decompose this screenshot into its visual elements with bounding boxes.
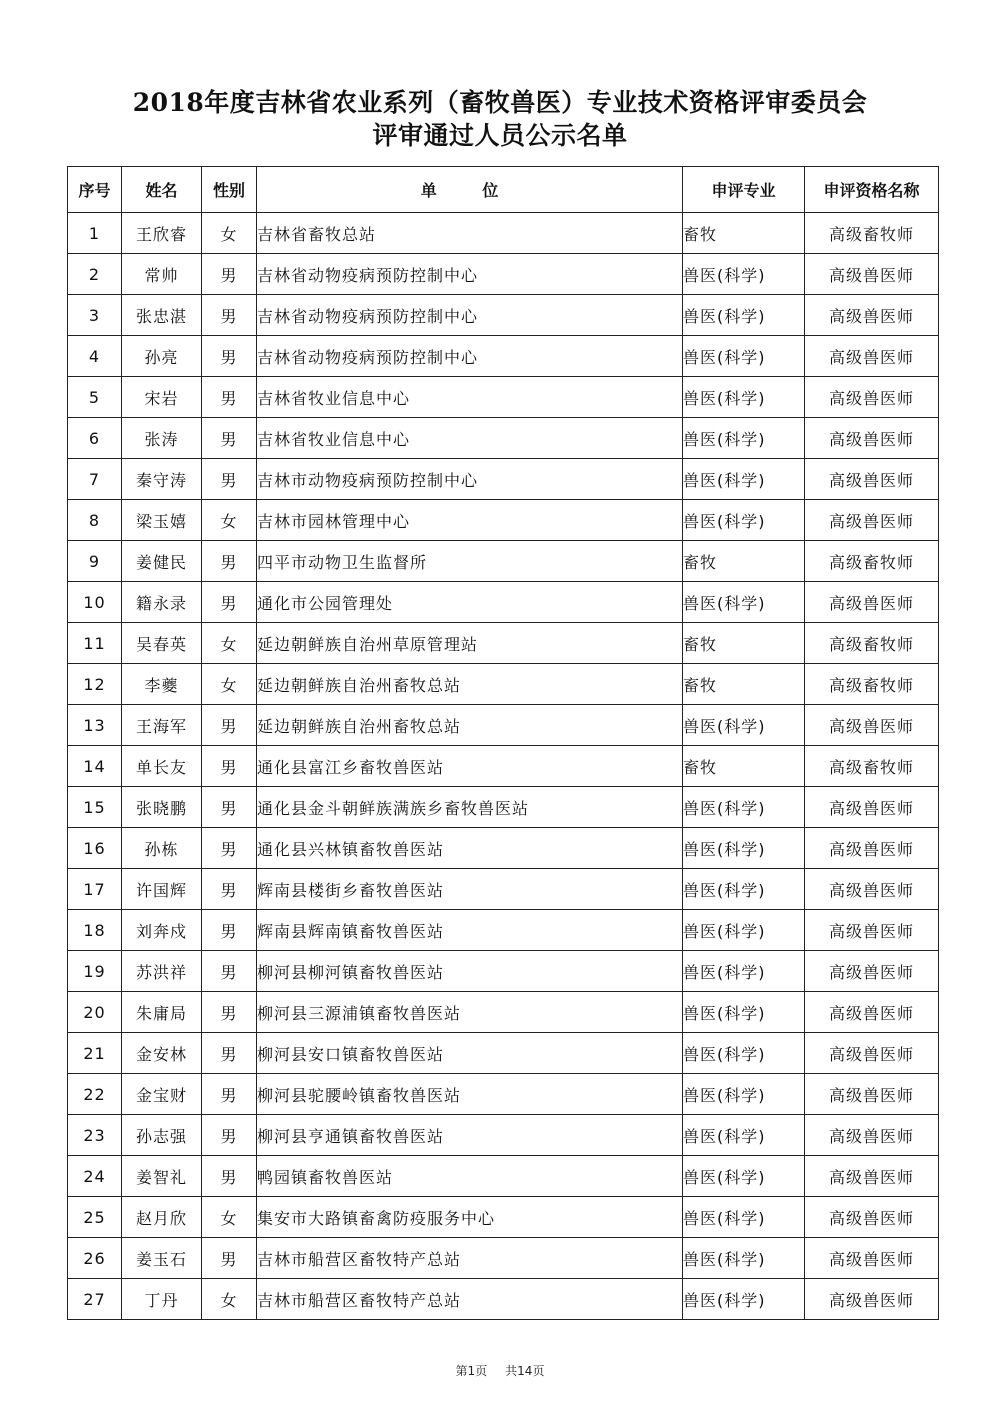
cell-name: 张忠湛 (122, 295, 202, 336)
table-row (68, 582, 939, 623)
table-row (68, 1156, 939, 1197)
cell-major: 兽医(科学) (683, 869, 805, 910)
cell-serial-number: 6 (68, 418, 122, 459)
cell-qualification: 高级畜牧师 (805, 541, 939, 582)
cell-major: 兽医(科学) (683, 705, 805, 746)
table-row (68, 746, 939, 787)
cell-qualification: 高级兽医师 (805, 910, 939, 951)
cell-qualification: 高级兽医师 (805, 869, 939, 910)
cell-qualification: 高级兽医师 (805, 992, 939, 1033)
table-row (68, 828, 939, 869)
document-title-line-1: 2018年度吉林省农业系列（畜牧兽医）专业技术资格评审委员会 (132, 88, 868, 117)
cell-name: 吴春英 (122, 623, 202, 664)
cell-name: 丁丹 (122, 1279, 202, 1320)
cell-serial-number: 10 (68, 582, 122, 623)
cell-unit: 吉林省动物疫病预防控制中心 (257, 254, 683, 295)
cell-name: 常帅 (122, 254, 202, 295)
cell-major: 兽医(科学) (683, 910, 805, 951)
cell-major: 兽医(科学) (683, 1074, 805, 1115)
cell-unit: 吉林省牧业信息中心 (257, 418, 683, 459)
table-row (68, 459, 939, 500)
cell-major: 兽医(科学) (683, 1238, 805, 1279)
cell-name: 秦守涛 (122, 459, 202, 500)
cell-name: 苏洪祥 (122, 951, 202, 992)
cell-unit: 延边朝鲜族自治州畜牧总站 (257, 664, 683, 705)
table-row (68, 1238, 939, 1279)
cell-name: 许国辉 (122, 869, 202, 910)
cell-sex: 男 (202, 541, 257, 582)
cell-unit: 吉林市动物疫病预防控制中心 (257, 459, 683, 500)
cell-sex: 女 (202, 500, 257, 541)
cell-name: 张晓鹏 (122, 787, 202, 828)
cell-serial-number: 22 (68, 1074, 122, 1115)
table-row (68, 213, 939, 254)
table-row (68, 254, 939, 295)
table-row (68, 1074, 939, 1115)
cell-sex: 男 (202, 295, 257, 336)
table-row (68, 705, 939, 746)
cell-unit: 集安市大路镇畜禽防疫服务中心 (257, 1197, 683, 1238)
cell-serial-number: 20 (68, 992, 122, 1033)
cell-unit: 延边朝鲜族自治州畜牧总站 (257, 705, 683, 746)
cell-name: 王海军 (122, 705, 202, 746)
header-sex: 性别 (202, 167, 257, 213)
cell-major: 畜牧 (683, 664, 805, 705)
cell-unit: 通化市公园管理处 (257, 582, 683, 623)
cell-serial-number: 8 (68, 500, 122, 541)
cell-qualification: 高级兽医师 (805, 377, 939, 418)
page-number: 第1页 (455, 1364, 488, 1378)
cell-qualification: 高级兽医师 (805, 828, 939, 869)
cell-sex: 男 (202, 910, 257, 951)
cell-name: 金安林 (122, 1033, 202, 1074)
cell-unit: 吉林省动物疫病预防控制中心 (257, 295, 683, 336)
cell-serial-number: 26 (68, 1238, 122, 1279)
cell-unit: 通化县富江乡畜牧兽医站 (257, 746, 683, 787)
cell-unit: 柳河县安口镇畜牧兽医站 (257, 1033, 683, 1074)
cell-unit: 吉林市船营区畜牧特产总站 (257, 1279, 683, 1320)
cell-serial-number: 19 (68, 951, 122, 992)
cell-qualification: 高级兽医师 (805, 1279, 939, 1320)
header-unit: 单 位 (257, 167, 683, 213)
cell-serial-number: 18 (68, 910, 122, 951)
cell-sex: 男 (202, 1156, 257, 1197)
cell-unit: 吉林省动物疫病预防控制中心 (257, 336, 683, 377)
cell-name: 姜健民 (122, 541, 202, 582)
cell-serial-number: 14 (68, 746, 122, 787)
cell-sex: 男 (202, 336, 257, 377)
cell-qualification: 高级兽医师 (805, 582, 939, 623)
cell-serial-number: 7 (68, 459, 122, 500)
cell-name: 单长友 (122, 746, 202, 787)
cell-qualification: 高级兽医师 (805, 336, 939, 377)
cell-name: 刘奔戍 (122, 910, 202, 951)
cell-unit: 通化县兴林镇畜牧兽医站 (257, 828, 683, 869)
cell-sex: 男 (202, 992, 257, 1033)
cell-serial-number: 15 (68, 787, 122, 828)
cell-sex: 女 (202, 664, 257, 705)
cell-name: 王欣睿 (122, 213, 202, 254)
table-row (68, 623, 939, 664)
cell-major: 兽医(科学) (683, 582, 805, 623)
header-major: 申评专业 (683, 167, 805, 213)
header-serial-number: 序号 (68, 167, 122, 213)
cell-name: 姜玉石 (122, 1238, 202, 1279)
cell-sex: 男 (202, 828, 257, 869)
cell-major: 兽医(科学) (683, 377, 805, 418)
cell-name: 宋岩 (122, 377, 202, 418)
cell-name: 孙亮 (122, 336, 202, 377)
cell-qualification: 高级兽医师 (805, 1074, 939, 1115)
cell-unit: 辉南县辉南镇畜牧兽医站 (257, 910, 683, 951)
cell-qualification: 高级畜牧师 (805, 746, 939, 787)
cell-name: 孙志强 (122, 1115, 202, 1156)
table-row (68, 1115, 939, 1156)
cell-unit: 柳河县驼腰岭镇畜牧兽医站 (257, 1074, 683, 1115)
cell-name: 姜智礼 (122, 1156, 202, 1197)
cell-serial-number: 3 (68, 295, 122, 336)
table-row (68, 787, 939, 828)
cell-serial-number: 11 (68, 623, 122, 664)
cell-qualification: 高级兽医师 (805, 1115, 939, 1156)
cell-sex: 男 (202, 705, 257, 746)
cell-major: 兽医(科学) (683, 459, 805, 500)
cell-qualification: 高级兽医师 (805, 787, 939, 828)
document-title-line-2: 评审通过人员公示名单 (372, 121, 628, 150)
table-row (68, 541, 939, 582)
page-footer (0, 1362, 1000, 1379)
cell-unit: 吉林省畜牧总站 (257, 213, 683, 254)
cell-qualification: 高级畜牧师 (805, 664, 939, 705)
table-row (68, 1033, 939, 1074)
cell-major: 兽医(科学) (683, 418, 805, 459)
cell-name: 梁玉嬉 (122, 500, 202, 541)
header-name: 姓名 (122, 167, 202, 213)
cell-serial-number: 12 (68, 664, 122, 705)
cell-sex: 男 (202, 377, 257, 418)
table-row (68, 336, 939, 377)
cell-qualification: 高级兽医师 (805, 254, 939, 295)
cell-sex: 男 (202, 1074, 257, 1115)
cell-major: 兽医(科学) (683, 951, 805, 992)
cell-sex: 女 (202, 623, 257, 664)
cell-major: 畜牧 (683, 541, 805, 582)
cell-sex: 女 (202, 213, 257, 254)
cell-serial-number: 21 (68, 1033, 122, 1074)
cell-major: 畜牧 (683, 623, 805, 664)
cell-serial-number: 1 (68, 213, 122, 254)
cell-major: 兽医(科学) (683, 336, 805, 377)
cell-serial-number: 16 (68, 828, 122, 869)
cell-serial-number: 4 (68, 336, 122, 377)
cell-major: 兽医(科学) (683, 992, 805, 1033)
approved-personnel-table (67, 166, 939, 1320)
cell-sex: 男 (202, 459, 257, 500)
cell-major: 兽医(科学) (683, 295, 805, 336)
cell-qualification: 高级畜牧师 (805, 213, 939, 254)
cell-qualification: 高级兽医师 (805, 1197, 939, 1238)
cell-sex: 男 (202, 787, 257, 828)
cell-qualification: 高级兽医师 (805, 295, 939, 336)
cell-serial-number: 13 (68, 705, 122, 746)
table-header-row (68, 167, 939, 213)
cell-unit: 延边朝鲜族自治州草原管理站 (257, 623, 683, 664)
table-row (68, 992, 939, 1033)
cell-name: 张涛 (122, 418, 202, 459)
cell-major: 兽医(科学) (683, 254, 805, 295)
table-row (68, 910, 939, 951)
cell-unit: 鸭园镇畜牧兽医站 (257, 1156, 683, 1197)
cell-name: 籍永录 (122, 582, 202, 623)
cell-qualification: 高级兽医师 (805, 705, 939, 746)
cell-serial-number: 23 (68, 1115, 122, 1156)
table-row (68, 377, 939, 418)
header-qualification: 申评资格名称 (805, 167, 939, 213)
cell-sex: 男 (202, 1238, 257, 1279)
cell-sex: 男 (202, 951, 257, 992)
cell-unit: 吉林省牧业信息中心 (257, 377, 683, 418)
cell-qualification: 高级兽医师 (805, 459, 939, 500)
cell-qualification: 高级兽医师 (805, 951, 939, 992)
table-row (68, 664, 939, 705)
cell-major: 兽医(科学) (683, 1033, 805, 1074)
cell-major: 兽医(科学) (683, 1115, 805, 1156)
cell-name: 孙栋 (122, 828, 202, 869)
cell-name: 赵月欣 (122, 1197, 202, 1238)
cell-name: 李夔 (122, 664, 202, 705)
cell-major: 兽医(科学) (683, 500, 805, 541)
table-row (68, 951, 939, 992)
cell-major: 兽医(科学) (683, 1197, 805, 1238)
table-row (68, 418, 939, 459)
cell-major: 兽医(科学) (683, 1156, 805, 1197)
cell-serial-number: 25 (68, 1197, 122, 1238)
cell-unit: 吉林市船营区畜牧特产总站 (257, 1238, 683, 1279)
page-total: 共14页 (505, 1364, 545, 1378)
cell-name: 朱庸局 (122, 992, 202, 1033)
cell-qualification: 高级兽医师 (805, 418, 939, 459)
cell-major: 兽医(科学) (683, 828, 805, 869)
cell-serial-number: 17 (68, 869, 122, 910)
cell-unit: 柳河县三源浦镇畜牧兽医站 (257, 992, 683, 1033)
table-row (68, 500, 939, 541)
cell-sex: 女 (202, 1197, 257, 1238)
table-row (68, 295, 939, 336)
cell-sex: 男 (202, 746, 257, 787)
cell-sex: 男 (202, 1115, 257, 1156)
cell-name: 金宝财 (122, 1074, 202, 1115)
cell-qualification: 高级兽医师 (805, 1156, 939, 1197)
cell-sex: 男 (202, 1033, 257, 1074)
cell-serial-number: 9 (68, 541, 122, 582)
cell-sex: 女 (202, 1279, 257, 1320)
cell-sex: 男 (202, 869, 257, 910)
cell-major: 兽医(科学) (683, 787, 805, 828)
cell-unit: 辉南县楼街乡畜牧兽医站 (257, 869, 683, 910)
cell-qualification: 高级兽医师 (805, 1238, 939, 1279)
cell-serial-number: 27 (68, 1279, 122, 1320)
cell-major: 畜牧 (683, 746, 805, 787)
cell-unit: 四平市动物卫生监督所 (257, 541, 683, 582)
cell-major: 兽医(科学) (683, 1279, 805, 1320)
cell-sex: 男 (202, 582, 257, 623)
cell-qualification: 高级畜牧师 (805, 623, 939, 664)
cell-unit: 通化县金斗朝鲜族满族乡畜牧兽医站 (257, 787, 683, 828)
cell-serial-number: 5 (68, 377, 122, 418)
cell-unit: 柳河县柳河镇畜牧兽医站 (257, 951, 683, 992)
cell-serial-number: 2 (68, 254, 122, 295)
table-row (68, 1197, 939, 1238)
cell-qualification: 高级兽医师 (805, 500, 939, 541)
cell-sex: 男 (202, 254, 257, 295)
cell-unit: 柳河县亨通镇畜牧兽医站 (257, 1115, 683, 1156)
table-row (68, 869, 939, 910)
cell-unit: 吉林市园林管理中心 (257, 500, 683, 541)
cell-qualification: 高级兽医师 (805, 1033, 939, 1074)
cell-major: 畜牧 (683, 213, 805, 254)
cell-serial-number: 24 (68, 1156, 122, 1197)
cell-sex: 男 (202, 418, 257, 459)
table-row (68, 1279, 939, 1320)
